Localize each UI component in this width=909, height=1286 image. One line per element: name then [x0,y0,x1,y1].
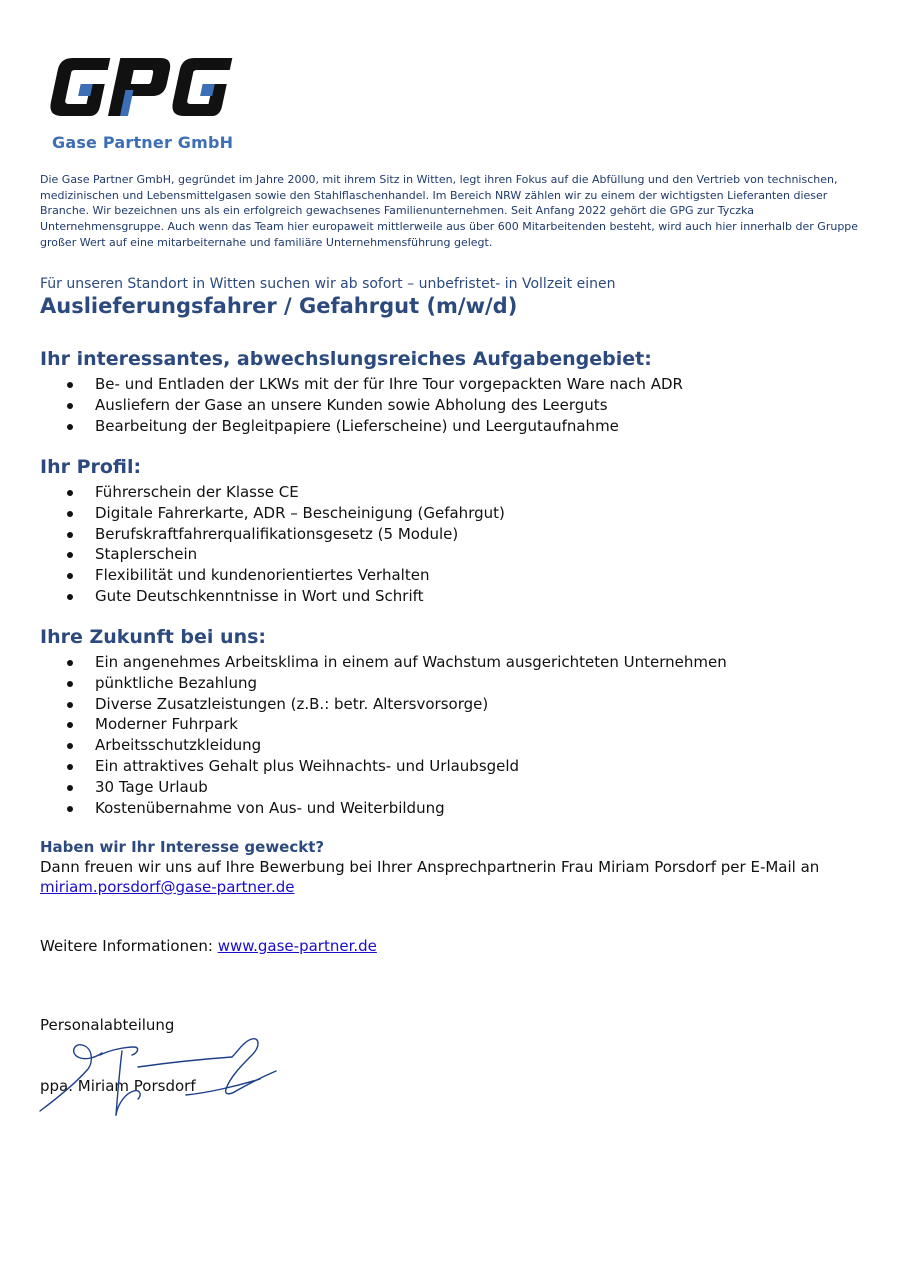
list-item: Berufskraftfahrerqualifikationsgesetz (5 Module) [40,524,505,545]
list-item: Be- und Entladen der LKWs mit der für Ihre Tour vorgepackten Ware nach ADR [40,374,683,395]
list-item: Arbeitsschutzkleidung [40,735,727,756]
list-item: 30 Tage Urlaub [40,777,727,798]
job-search-line: Für unseren Standort in Witten suchen wir ab sofort – unbefristet- in Vollzeit einen [40,276,616,292]
bullet-icon [67,702,73,708]
tasks-heading: Ihr interessantes, abwechslungsreiches Aufgabengebiet: [40,348,652,370]
bullet-icon [67,532,73,538]
list-item: Diverse Zusatzleistungen (z.B.: betr. Altersvorsorge) [40,694,727,715]
list-item: Kostenübernahme von Aus- und Weiterbildung [40,798,727,819]
job-title: Auslieferungsfahrer / Gefahrgut (m/w/d) [40,294,518,318]
bullet-icon [67,424,73,430]
list-item: Staplerschein [40,544,505,565]
list-item: Gute Deutschkenntnisse in Wort und Schrift [40,586,505,607]
bullet-icon [67,785,73,791]
website-link[interactable]: www.gase-partner.de [217,937,377,955]
bullet-icon [67,403,73,409]
email-link[interactable]: miriam.porsdorf@gase-partner.de [40,878,295,896]
list-item: Ein attraktives Gehalt plus Weihnachts- und Urlaubsgeld [40,756,727,777]
bullet-icon [67,681,73,687]
bullet-icon [67,382,73,388]
list-item: Moderner Fuhrpark [40,714,727,735]
bullet-icon [67,490,73,496]
bullet-icon [67,722,73,728]
list-item: Ein angenehmes Arbeitsklima in einem auf Wachstum ausgerichteten Unternehmen [40,652,727,673]
bullet-icon [67,594,73,600]
department-name: Personalabteilung [40,1016,175,1034]
list-item: Flexibilität und kundenorientiertes Verhalten [40,565,505,586]
logo-company-name: Gase Partner GmbH [52,133,234,152]
handwritten-signature-icon [36,1033,281,1123]
list-item: Digitale Fahrerkarte, ADR – Bescheinigung (Gefahrgut) [40,503,505,524]
bullet-icon [67,743,73,749]
bullet-icon [67,573,73,579]
list-item: Bearbeitung der Begleitpapiere (Lieferscheine) und Leergutaufnahme [40,416,683,437]
list-item: Führerschein der Klasse CE [40,482,505,503]
profile-list [40,482,505,607]
more-info [40,937,377,955]
future-list [40,652,727,818]
list-item: pünktliche Bezahlung [40,673,727,694]
list-item: Ausliefern der Gase an unsere Kunden sowie Abholung des Leerguts [40,395,683,416]
cta-heading: Haben wir Ihr Interesse geweckt? [40,838,325,856]
profile-heading: Ihr Profil: [40,456,142,478]
signer-name: ppa. Miriam Porsdorf [40,1077,196,1095]
future-heading: Ihre Zukunft bei uns: [40,626,266,648]
bullet-icon [67,660,73,666]
bullet-icon [67,552,73,558]
bullet-icon [67,764,73,770]
more-info-label: Weitere Informationen: [40,937,213,955]
cta-text: Dann freuen wir uns auf Ihre Bewerbung bei Ihrer Ansprechpartnerin Frau Miriam Porsdorf per E-Mail an [40,858,820,876]
tasks-list [40,374,683,436]
bullet-icon [67,511,73,517]
company-intro: Die Gase Partner GmbH, gegründet im Jahre 2000, mit ihrem Sitz in Witten, legt ihren Fokus auf die Abfüllung und den Vertrieb von technischen, medizinischen und Lebensmittelgasen sowie den Stahlflaschenhandel. Im Bereich NRW zählen wir zu einem der wichtigsten Lieferanten dieser Branche. Wir bezeichnen uns als ein erfolgreich gewachsenes Familienunternehmen. Seit Anfang 2022 gehört die GPG zur Tyczka Unternehmensgruppe. Auch wenn das Team hier europaweit mittlerweile aus über 600 Mitarbeitenden besteht, wird auch hier innerhalb der Gruppe großer Wert auf eine mitarbeiternahe und familiäre Unternehmensführung gelegt. [40,173,859,249]
bullet-icon [67,806,73,812]
